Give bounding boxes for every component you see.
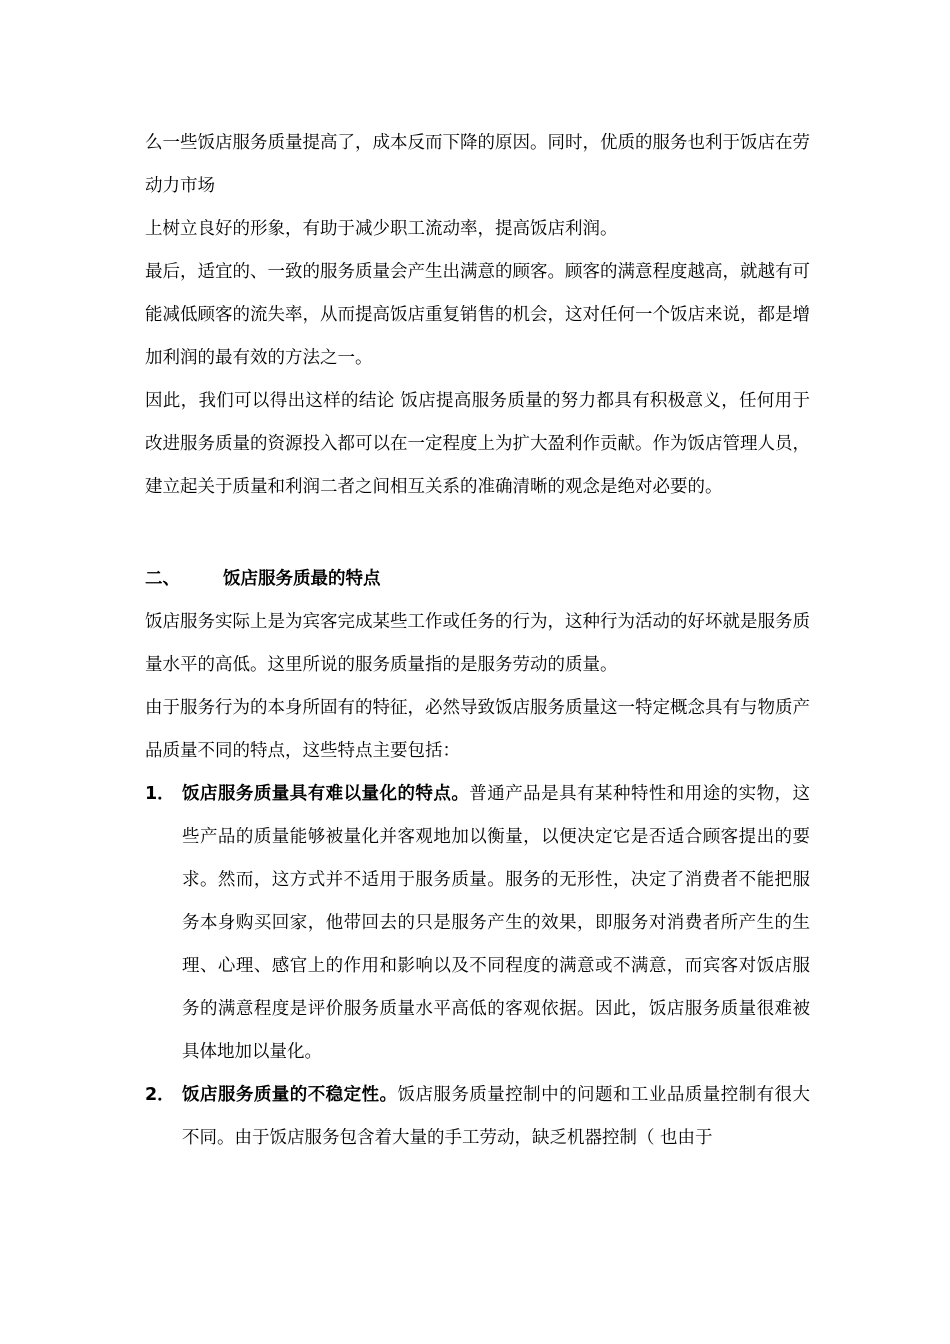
paragraph-characteristics-intro: 由于服务行为的本身所固有的特征，必然导致饭店服务质量这一特定概念具有与物质产品质量不同的特点，这些特点主要包括：: [145, 698, 810, 761]
paragraph-conclusion: 因此，我们可以得出这样的结论 饭店提高服务质量的努力都具有积极意义，任何用于改进服务质量的资源投入都可以在一定程度上为扩大盈利作贡献。作为饭店管理人员，建立起关于质量和利润二者之间相互关系的准确清晰的观念是绝对必要的。: [145, 391, 810, 497]
list-item: [145, 773, 810, 1074]
section-spacer: [145, 509, 810, 558]
list-item-lead: 饭店服务质量的不稳定性。: [182, 1085, 398, 1105]
paragraph-service-definition: 饭店服务实际上是为宾客完成某些工作或任务的行为，这种行为活动的好坏就是服务质量水平的高低。这里所说的服务质量指的是服务劳动的质量。: [145, 612, 810, 675]
section-title: 饭店服务质最的特点: [223, 569, 381, 589]
list-item-text: 饭店服务质量控制中的问题和工业品质量控制有很大不同。由于饭店服务包含着大量的手工劳动，缺乏机器控制（ 也由于: [182, 1085, 811, 1148]
list-item: [145, 1074, 810, 1160]
section-heading: [145, 558, 810, 601]
list-item-lead: 饭店服务质量具有难以量化的特点。: [182, 784, 470, 804]
section-number: 二、: [145, 569, 180, 589]
paragraph-satisfied-customers: 最后，适宜的、一致的服务质量会产生出满意的顾客。顾客的满意程度越高，就越有可能减低顾客的流失率，从而提高饭店重复销售的机会，这对任何一个饭店来说，都是增加利润的最有效的方法之一。: [145, 262, 810, 368]
list-marker: 2．: [145, 1085, 175, 1105]
paragraph-continuation-2: 上树立良好的形象，有助于减少职工流动率，提高饭店利润。: [145, 219, 618, 239]
list-marker: 1．: [145, 784, 175, 804]
paragraph-continuation: 么一些饭店服务质量提高了，成本反而下降的原因。同时，优质的服务也利于饭店在劳动力市场: [145, 133, 810, 196]
list-item-text: 普通产品是具有某种特性和用途的实物，这些产品的质量能够被量化并客观地加以衡量，以便决定它是否适合顾客提出的要求。然而，这方式并不适用于服务质量。服务的无形性，决定了消费者不能把服务本身购买回家，他带回去的只是服务产生的效果，即服务对消费者所产生的生理、心理、感官上的作用和影响以及不同程度的满意或不满意，而宾客对饭店服务的满意程度是评价服务质量水平高低的客观依据。因此，饭店服务质量很难被具体地加以量化。: [182, 784, 811, 1062]
document-body: [145, 122, 810, 1160]
